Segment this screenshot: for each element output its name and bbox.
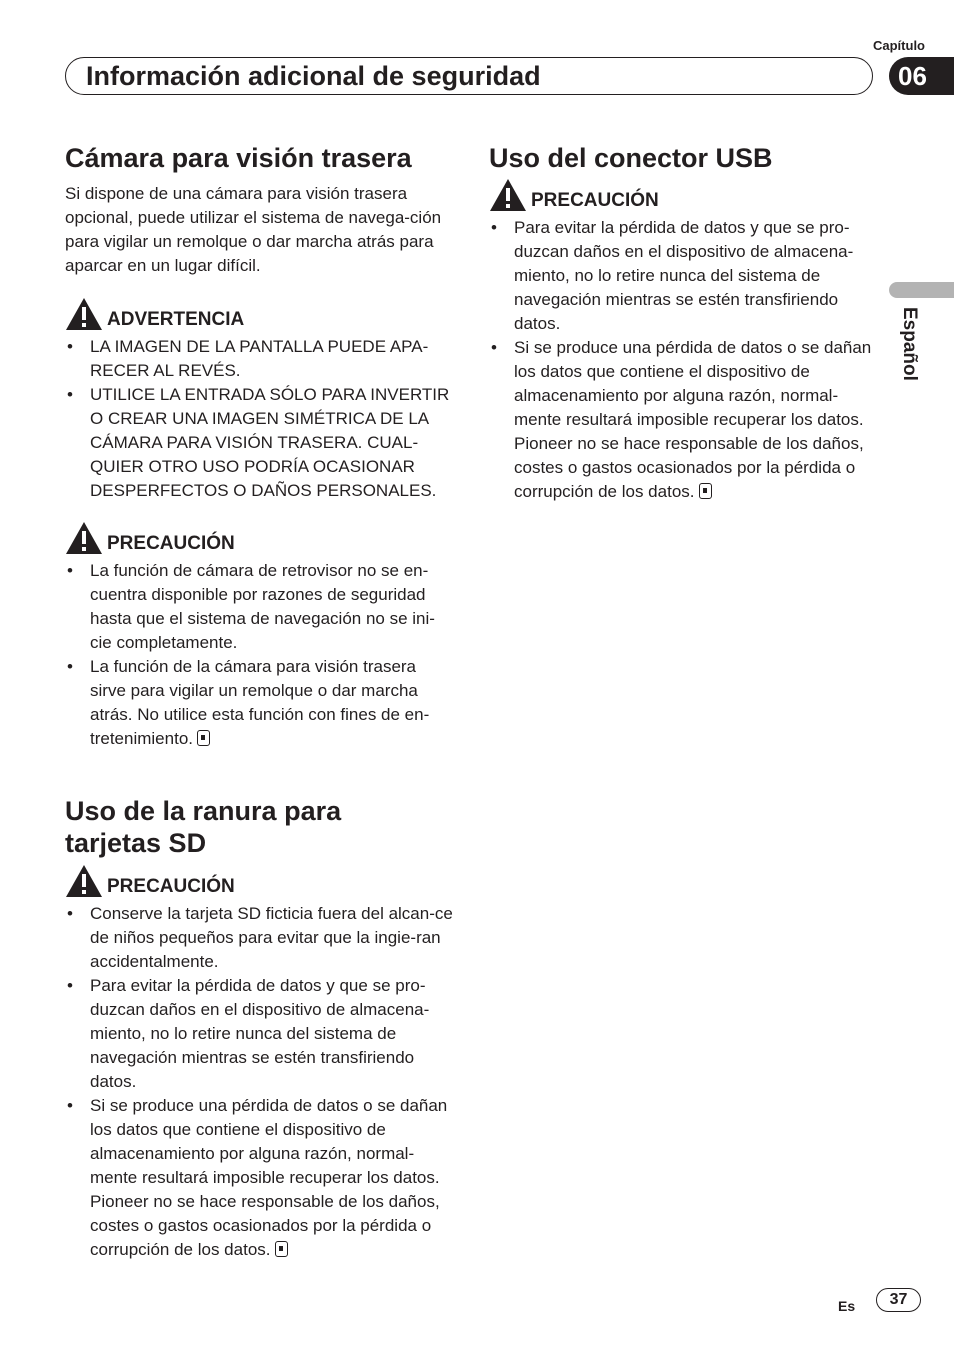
warning-triangle-icon (65, 521, 103, 555)
list-item: • LA IMAGEN DE LA PANTALLA PUEDE APA-RECER AL REVÉS. (67, 337, 429, 380)
list-item: • UTILICE LA ENTRADA SÓLO PARA INVERTIR O CREAR UNA IMAGEN SIMÉTRICA DE LA CÁMARA PARA VISIÓN TRASERA. CUAL-QUIER OTRO USO PODRÍA OCASIONAR DESPERFECTOS O DAÑOS PERSONALES. (67, 385, 450, 500)
caution-label: PRECAUCIÓN (107, 876, 235, 897)
section-heading-sd-line1: Uso de la ranura para (65, 796, 342, 826)
caution-label: PRECAUCIÓN (107, 533, 235, 554)
camera-intro-paragraph: Si dispone de una cámara para visión trasera opcional, puede utilizar el sistema de navega-ción para vigilar un remolque o dar marcha atrás para aparcar en un lugar difícil. (65, 184, 442, 275)
caution-notice-camera (65, 521, 455, 555)
chapter-number-badge: 06 (889, 57, 954, 95)
side-tab-language: Español (899, 307, 920, 381)
list-item: • La función de la cámara para visión trasera sirve para vigilar un remolque o dar marcha atrás. No utilice esta función con fines de en-tretenimiento. (67, 657, 430, 748)
end-of-section-icon (275, 1241, 288, 1257)
warning-triangle-icon (65, 864, 103, 898)
caution-list-camera (65, 559, 455, 751)
end-of-section-icon (197, 730, 210, 746)
end-of-section-icon (699, 483, 712, 499)
page-title: Información adicional de seguridad (86, 61, 541, 91)
warning-notice-camera (65, 297, 455, 331)
section-heading-usb: Uso del conector USB (489, 143, 773, 173)
list-item: • Para evitar la pérdida de datos y que se pro-duzcan daños en el dispositivo de almacena-miento, no lo retire nunca del sistema de navegación mientras se estén transfiriendo datos. (491, 218, 854, 333)
list-item: • Si se produce una pérdida de datos o se dañan los datos que contiene el dispositivo de almacenamiento por alguna razón, normal-mente resultará imposible recuperar los datos. Pioneer no se hace responsable de los daños, costes o gastos ocasionados por la pérdida o corrupción de los datos. (67, 1096, 448, 1259)
warning-list-camera (65, 335, 455, 503)
warning-triangle-icon (65, 297, 103, 331)
list-item: • La función de cámara de retrovisor no se en-cuentra disponible por razones de seguridad hasta que el sistema de navegación no se ini-cie completamente. (67, 561, 435, 652)
section-heading-camera: Cámara para visión trasera (65, 143, 412, 173)
list-item: • Conserve la tarjeta SD ficticia fuera del alcan-ce de niños pequeños para evitar que la ingie-ran accidentalmente. (67, 904, 453, 971)
footer-language-code: Es (838, 1298, 856, 1314)
warning-label: ADVERTENCIA (107, 309, 245, 330)
caution-list-usb (489, 216, 879, 504)
list-item: • Para evitar la pérdida de datos y que se pro-duzcan daños en el dispositivo de almacena-miento, no lo retire nunca del sistema de navegación mientras se estén transfiriendo datos. (67, 976, 430, 1091)
chapter-label: Capítulo (873, 38, 925, 53)
section-heading-sd-line2: tarjetas SD (65, 828, 207, 858)
caution-notice-sd (65, 864, 455, 898)
caution-list-sd (65, 902, 455, 1262)
caution-notice-usb (489, 178, 879, 212)
side-tab-bar (889, 282, 954, 298)
list-item: • Si se produce una pérdida de datos o se dañan los datos que contiene el dispositivo de almacenamiento por alguna razón, normal-mente resultará imposible recuperar los datos. Pioneer no se hace responsable de los daños, costes o gastos ocasionados por la pérdida o corrupción de los datos. (491, 338, 872, 501)
caution-label: PRECAUCIÓN (531, 190, 659, 211)
section-heading-sd (65, 795, 455, 859)
page-number: 37 (876, 1288, 921, 1312)
warning-triangle-icon (489, 178, 527, 212)
